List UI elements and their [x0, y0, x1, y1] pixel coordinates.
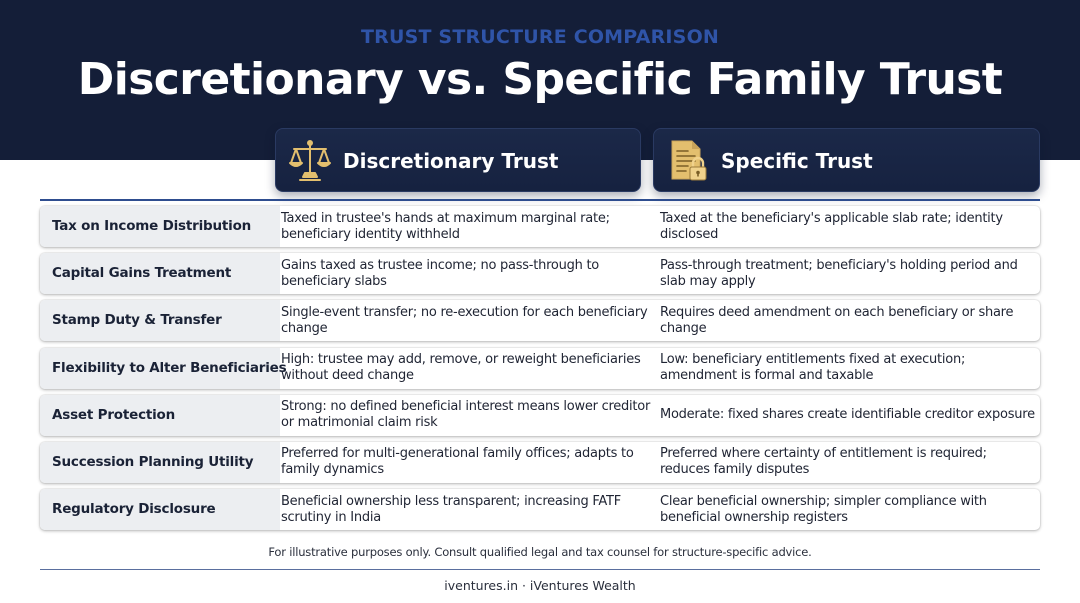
footer-credit: iventures.in · iVentures Wealth — [444, 578, 636, 593]
column-label-specific: Specific Trust — [721, 149, 873, 173]
cell-specific: Clear beneficial ownership; simpler compliance with beneficial ownership registers — [660, 493, 987, 525]
cell-discretionary: Single-event transfer; no re-execution for each beneficiary change — [281, 304, 648, 336]
row-feature-label: Stamp Duty & Transfer — [52, 312, 222, 329]
row-feature-label: Succession Planning Utility — [52, 453, 254, 470]
cell-specific: Moderate: fixed shares create identifiable creditor exposure — [660, 407, 1035, 423]
table-row — [40, 206, 1040, 247]
page-title: Discretionary vs. Specific Family Trust — [77, 54, 1003, 105]
disclaimer-footnote: For illustrative purposes only. Consult qualified legal and tax counsel for structure-specific advice. — [268, 545, 812, 559]
cell-specific: Pass-through treatment; beneficiary's holding period and slab may apply — [660, 257, 1018, 289]
row-feature-label: Regulatory Disclosure — [52, 501, 216, 518]
column-label-discretionary: Discretionary Trust — [343, 149, 559, 173]
cell-discretionary: Gains taxed as trustee income; no pass-through to beneficiary slabs — [281, 257, 600, 289]
table-row — [40, 489, 1040, 530]
row-feature — [40, 442, 280, 483]
eyebrow-label: TRUST STRUCTURE COMPARISON — [360, 26, 720, 48]
row-feature-label: Asset Protection — [52, 406, 176, 423]
cell-discretionary: Beneficial ownership less transparent; increasing FATF scrutiny in India — [281, 493, 621, 525]
cell-specific: Taxed at the beneficiary's applicable slab rate; identity disclosed — [660, 210, 1003, 242]
table-row — [40, 395, 1040, 436]
column-header-discretionary — [275, 128, 641, 192]
cell-specific: Preferred where certainty of entitlement is required; reduces family disputes — [660, 446, 987, 478]
column-header-specific — [653, 128, 1040, 192]
cell-specific: Requires deed amendment on each beneficiary or share change — [660, 304, 1014, 336]
cell-discretionary: Preferred for multi-generational family offices; adapts to family dynamics — [281, 446, 634, 478]
table-row — [40, 253, 1040, 294]
row-feature — [40, 348, 287, 389]
row-feature — [40, 300, 280, 341]
row-feature-label: Flexibility to Alter Beneficiaries — [52, 359, 287, 376]
scales-of-justice-icon — [286, 137, 334, 185]
table-row — [40, 348, 1040, 389]
row-feature — [40, 206, 280, 247]
row-feature-label: Tax on Income Distribution — [52, 218, 252, 234]
cell-discretionary: Taxed in trustee's hands at maximum marginal rate; beneficiary identity withheld — [281, 210, 610, 242]
row-feature-label: Capital Gains Treatment — [52, 265, 232, 282]
cell-discretionary: High: trustee may add, remove, or reweight beneficiaries without deed change — [281, 352, 641, 384]
table-row — [40, 442, 1040, 483]
table-row — [40, 300, 1040, 341]
cell-discretionary: Strong: no defined beneficial interest means lower creditor or matrimonial claim risk — [281, 399, 651, 431]
footer-rule — [40, 569, 1040, 570]
locked-document-icon — [666, 137, 714, 185]
row-feature — [40, 395, 280, 436]
cell-specific: Low: beneficiary entitlements fixed at execution; amendment is formal and taxable — [660, 352, 966, 384]
comparison-table — [40, 206, 1040, 536]
row-feature — [40, 253, 280, 294]
row-feature — [40, 489, 280, 530]
table-top-rule — [40, 199, 1040, 201]
